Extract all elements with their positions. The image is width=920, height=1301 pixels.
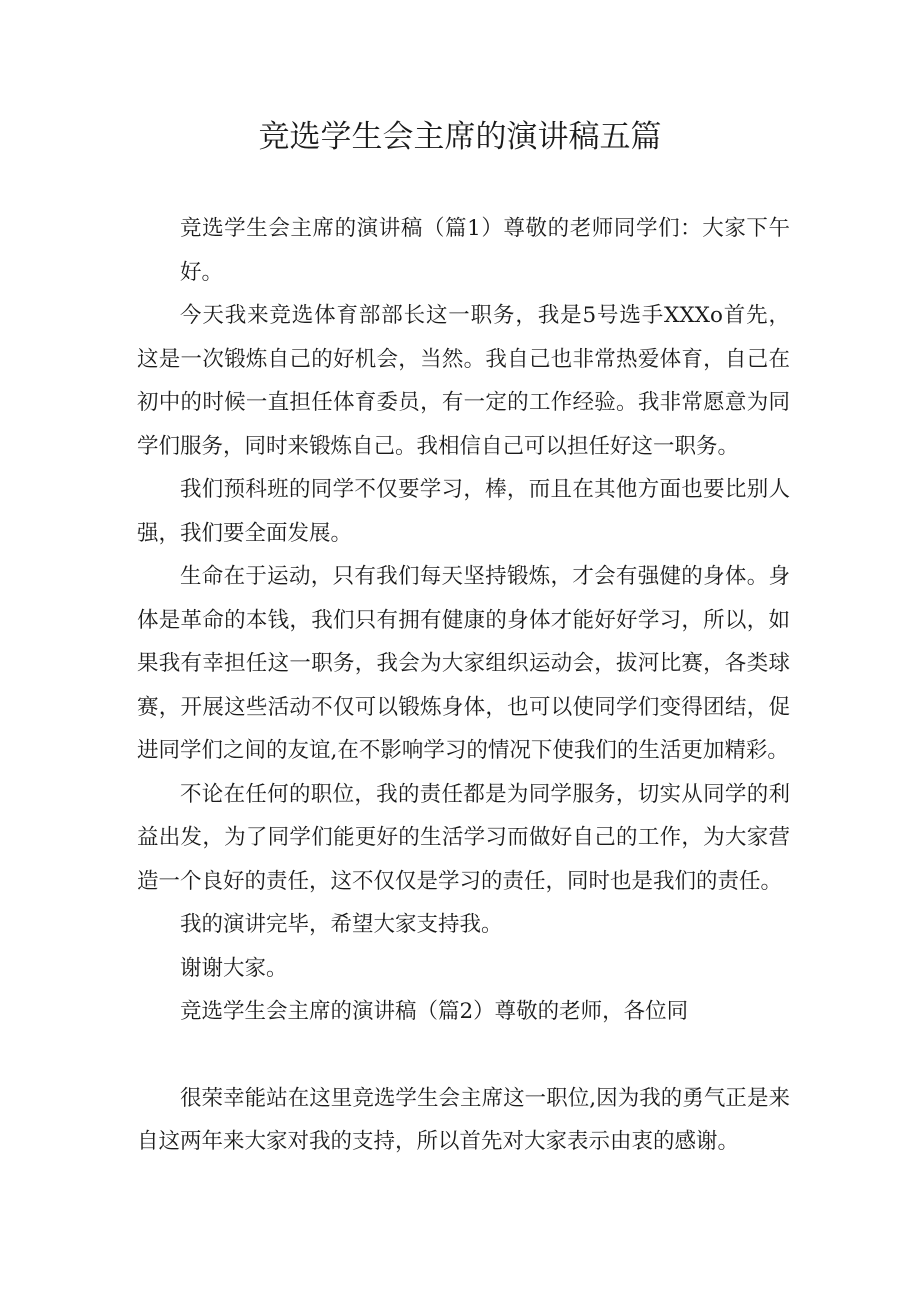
paragraph-1: 竞选学生会主席的演讲稿（篇1）尊敬的老师同学们：大家下午好。 [180, 216, 790, 285]
paragraph-7: 谢谢大家。 [180, 955, 288, 981]
paragraph-6: 我的演讲完毕，希望大家支持我。 [180, 912, 503, 937]
paragraph-3: 我们预科班的同学不仅要学习，棒，而且在其他方面也要比别人强，我们要全面发展。 [137, 477, 790, 546]
paragraph-9: 很荣幸能站在这里竞选学生会主席这一职位,因为我的勇气正是来自这两年来大家对我的支持，所以首先对大家表示由衷的感谢。 [137, 1085, 790, 1154]
paragraph-8: 竞选学生会主席的演讲稿（篇2）尊敬的老师，各位同 [180, 999, 689, 1024]
paragraph-gap [137, 1034, 790, 1077]
paragraph-5: 不论在任何的职位，我的责任都是为同学服务，切实从同学的利益出发，为了同学们能更好的生活学习而做好自己的工作，为大家营造一个良好的责任，这不仅仅是学习的责任，同时也是我们的责任。 [137, 781, 790, 894]
document-title: 竞选学生会主席的演讲稿五篇 [258, 119, 662, 155]
paragraph-2: 今天我来竞选体育部部长这一职务，我是5号选手XXXo首先，这是一次锻炼自己的好机会，当然。我自己也非常热爱体育，自己在初中的时候一直担任体育委员，有一定的工作经验。我非常愿意为同学们服务，同时来锻炼自己。我相信自己可以担任好这一职务。 [137, 303, 790, 459]
paragraph-4: 生命在于运动，只有我们每天坚持锻炼，才会有强健的身体。身体是革命的本钱，我们只有拥有健康的身体才能好好学习，所以，如果我有幸担任这一职务，我会为大家组织运动会，拔河比赛，各类球赛，开展这些活动不仅可以锻炼身体，也可以使同学们变得团结，促进同学们之间的友谊,在不影响学习的情况下使我们的生活更加精彩。 [137, 564, 790, 763]
document-body [137, 207, 790, 1164]
